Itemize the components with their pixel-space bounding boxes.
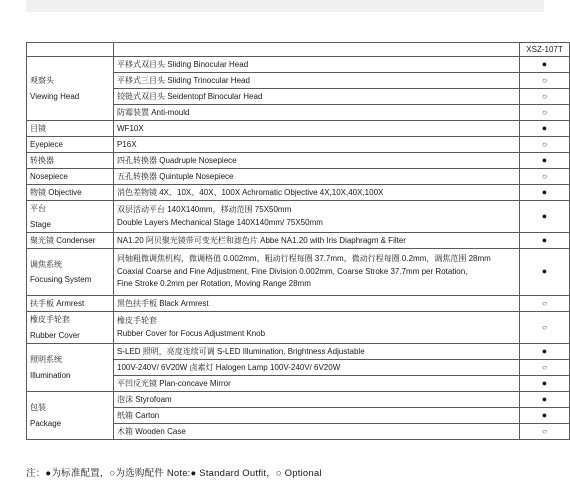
table-row [27,392,570,408]
category-en: Illumination [30,370,71,380]
item-mark: ● [520,408,570,424]
category-en: Package [30,418,62,428]
category-cn: 观察头 [30,76,54,86]
category-cn: 包装 [30,403,46,413]
model-header: XSZ-107T [520,43,570,57]
item-mark: ● [520,233,570,249]
table-row [27,57,570,73]
category-cell [27,312,114,344]
table-row [27,312,570,344]
category-cell: 聚光镜 Condenser [27,233,114,249]
table-row [27,185,570,201]
category-cn: 照明系统 [30,355,62,365]
category-cell: 扶手板 Armrest [27,296,114,312]
item-desc: 100V-240V/ 6V20W 卤素灯 Halogen Lamp 100V-240V/ 6V20W [114,360,520,376]
table-row [27,249,570,296]
desc-line: 双层活动平台 140X140mm，移动范围 75X50mm [117,205,292,215]
category-cell [27,392,114,440]
item-mark: ○ [520,360,570,376]
desc-line: Fine Stroke 0.2mm per Rotation, Moving Range 28mm [117,279,311,289]
category-en: Stage [30,219,51,229]
category-cell [27,57,114,121]
item-desc [114,201,520,233]
item-desc: WF10X [114,121,520,137]
table-row [27,296,570,312]
item-desc: S-LED 照明，亮度连续可调 S-LED Illumination, Brightness Adjustable [114,344,520,360]
category-cn: 平台 [30,204,46,214]
spec-table [26,42,570,440]
item-mark: ● [520,185,570,201]
item-desc: 平凹反光镜 Plan-concave Mirror [114,376,520,392]
item-mark: ○ [520,73,570,89]
category-cell: Eyepiece [27,137,114,153]
item-mark: ○ [520,312,570,344]
item-desc: NA1.20 阿贝聚光镜带可变光栏和滤色片 Abbe NA1.20 with Iris Diaphragm & Filter [114,233,520,249]
category-cell [27,249,114,296]
item-mark: ● [520,249,570,296]
category-en: Rubber Cover [30,330,80,340]
item-desc: 平移式双目头 Sliding Binocular Head [114,57,520,73]
table-row [27,233,570,249]
item-mark: ● [520,201,570,233]
desc-line: Double Layers Mechanical Stage 140X140mm/ 75X50mm [117,217,323,227]
top-band [26,0,544,12]
category-cn: 橡皮手轮套 [30,315,70,325]
item-mark: ● [520,344,570,360]
table-header-row [27,43,570,57]
category-cell: Nosepiece [27,169,114,185]
header-blank-category [27,43,114,57]
category-cell: 目镜 [27,121,114,137]
category-cn: 调焦系统 [30,259,62,269]
item-mark: ○ [520,89,570,105]
item-mark: ● [520,153,570,169]
item-mark: ● [520,121,570,137]
table-row [27,201,570,233]
table-row [27,169,570,185]
table-row [27,344,570,360]
item-desc: 五孔转换器 Quintuple Nosepiece [114,169,520,185]
item-desc: 纸箱 Carton [114,408,520,424]
item-mark: ● [520,57,570,73]
item-mark: ○ [520,296,570,312]
item-desc: 消色差物镜 4X、10X、40X、100X Achromatic Objective 4X,10X,40X,100X [114,185,520,201]
item-desc: 泡沫 Styrofoam [114,392,520,408]
item-desc: 木箱 Wooden Case [114,424,520,440]
header-blank-description [114,43,520,57]
table-row [27,153,570,169]
item-desc: 防霉装置 Anti-mould [114,105,520,121]
category-en: Focusing System [30,275,92,284]
desc-line: 橡皮手轮套 [117,316,157,326]
desc-line: Coaxial Coarse and Fine Adjustment, Fine Division 0.002mm, Coarse Stroke 37.7mm per Rotation, [117,266,468,276]
category-cell [27,201,114,233]
desc-line: 同轴粗微调焦机构，微调格值 0.002mm，粗动行程每圈 37.7mm，微动行程每圈 0.2mm，调焦范围 28mm [117,254,491,264]
item-desc: P16X [114,137,520,153]
item-desc: 平移式三目头 Sliding Trinocular Head [114,73,520,89]
table-row [27,137,570,153]
category-cell: 物镜 Objective [27,185,114,201]
item-desc [114,249,520,296]
item-mark: ● [520,392,570,408]
item-mark: ○ [520,105,570,121]
item-desc: 铰链式双目头 Seidentopf Binocular Head [114,89,520,105]
legend-note: 注：●为标准配置，○为选购配件 Note:● Standard Outfit，○ Optional [26,468,322,479]
desc-line: Rubber Cover for Focus Adjustment Knob [117,328,266,338]
item-mark: ○ [520,424,570,440]
item-mark: ○ [520,169,570,185]
item-desc [114,312,520,344]
item-desc: 四孔转换器 Quadruple Nosepiece [114,153,520,169]
table-row [27,121,570,137]
item-desc: 黑色扶手板 Black Armrest [114,296,520,312]
category-cell [27,344,114,392]
item-mark: ● [520,376,570,392]
category-cell: 转换器 [27,153,114,169]
category-en: Viewing Head [30,91,80,101]
item-mark: ○ [520,137,570,153]
